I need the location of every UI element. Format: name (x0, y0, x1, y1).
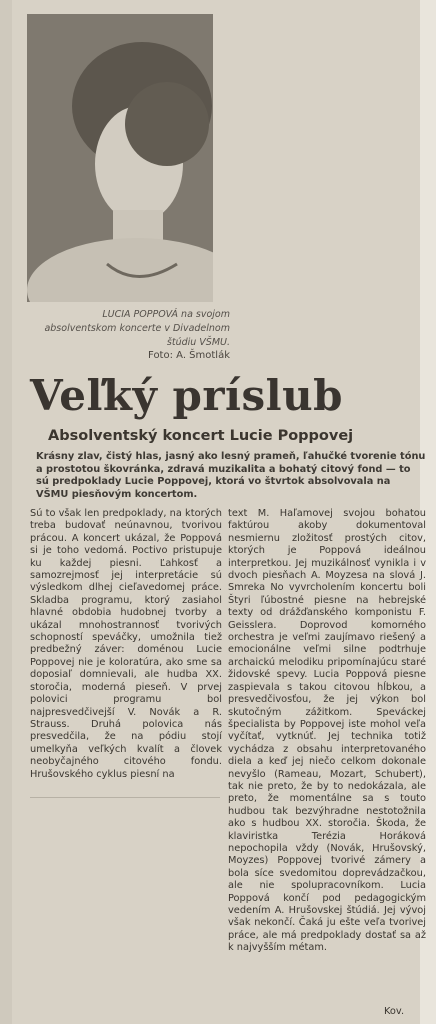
photo-caption: LUCIA POPPOVÁ na svojom absolventskom koncerte v Divadelnom štúdiu VŠMU. (44, 309, 230, 348)
article-headline: Veľký príslub (30, 371, 343, 420)
article-column-left: Sú to však len predpoklady, na ktorých treba budovať neúnavnou, tvorivou prácou. A koncert ukázal, že Poppová si je toho vedomá. Poctivo pristupuje ku každej piesni. Ľahkosť a samozrejmosť jej interpretácie sú výsledkom dlhej cieľavedomej práce. Skladba programu, ktorý zasiahol hlavné obdobia hudobnej tvorby a ukázal mnohostrannosť tvorivých schopností speváčky, umožnila tiež predbežný záver: doménou Lucie Poppovej nie je koloratúra, ako sme sa doposiaľ domnievali, ale hudba XX. storočia, moderná pieseň. V prvej polovici programu bol najpresvedčivejší V. Novák a R. Strauss. Druhá polovica nás presvedčila, že na pódiu stojí umelkyňa veľkých kvalít a človek neobyčajného citového fondu. Hrušovského cyklus piesní na (30, 508, 222, 780)
column-divider (30, 797, 220, 798)
page-edge (0, 0, 12, 1024)
article-column-right: text M. Haľamovej svojou bohatou faktúrou akoby dokumentoval nesmiernu zložitosť prostých citov, ktorých je Poppová ideálnou interpretkou. Jej muzikálnosť vynikla i v dvoch piesňach A. Moyzesa na slová J. Smreka No vyvrcholením koncertu boli Štyri ľúbostné piesne na hebrejské texty od drážďanského komponistu F. Geisslera. Doprovod komorného orchestra je veľmi zaujímavo riešený a emocionálne veľmi silne podtrhuje archaickú melodiku pripomínajúcu staré židovské spevy. Lucia Poppová piesne zaspievala s takou citovou hĺbkou, a presvedčivosťou, že jej výkon bol skutočným zážitkom. Speváckej špecialista by Poppovej iste mohol veľa vyčítať, vytknúť. Jej technika totiž vychádza z obsahu interpretovaného diela a keď jej niečo celkom dokonale nevyšlo (Rameau, Mozart, Schubert), tak nie preto, že by to nedokázala, ale preto, že momentálne sa s touto hudbou tak bezvýhradne nestotožnila ako s hudbou XX. storočia. Škoda, že klaviristka Terézia Horáková nepochopila vždy (Novák, Hrušovský, Moyzes) Poppovej tvorivé zámery a bola síce svedomitou doprevádzačkou, ale nie spolupracovníkom. Lucia Poppová končí pod pedagogickým vedením A. Hrušovskej štúdiá. Jej vývoj však nekončí. Čaká ju ešte veľa tvorivej práce, ale má predpoklady dostať sa až k najvyšším métam. (228, 508, 426, 954)
portrait-photo (27, 14, 213, 302)
author-signature: Kov. (384, 1006, 405, 1017)
article-subheadline: Absolventský koncert Lucie Poppovej (48, 428, 354, 444)
photo-credit: Foto: A. Šmotlák (148, 350, 230, 361)
article-lead: Krásny zlav, čistý hlas, jasný ako lesný prameň, ľahučké tvorenie tónu a prostotou škovránka, zdravá muzikalita a bohatý citový fond — to sú predpoklady Lucie Poppovej, ktorá vo štvrtok absolvovala na VŠMU piesňovým koncertom. (36, 451, 426, 500)
